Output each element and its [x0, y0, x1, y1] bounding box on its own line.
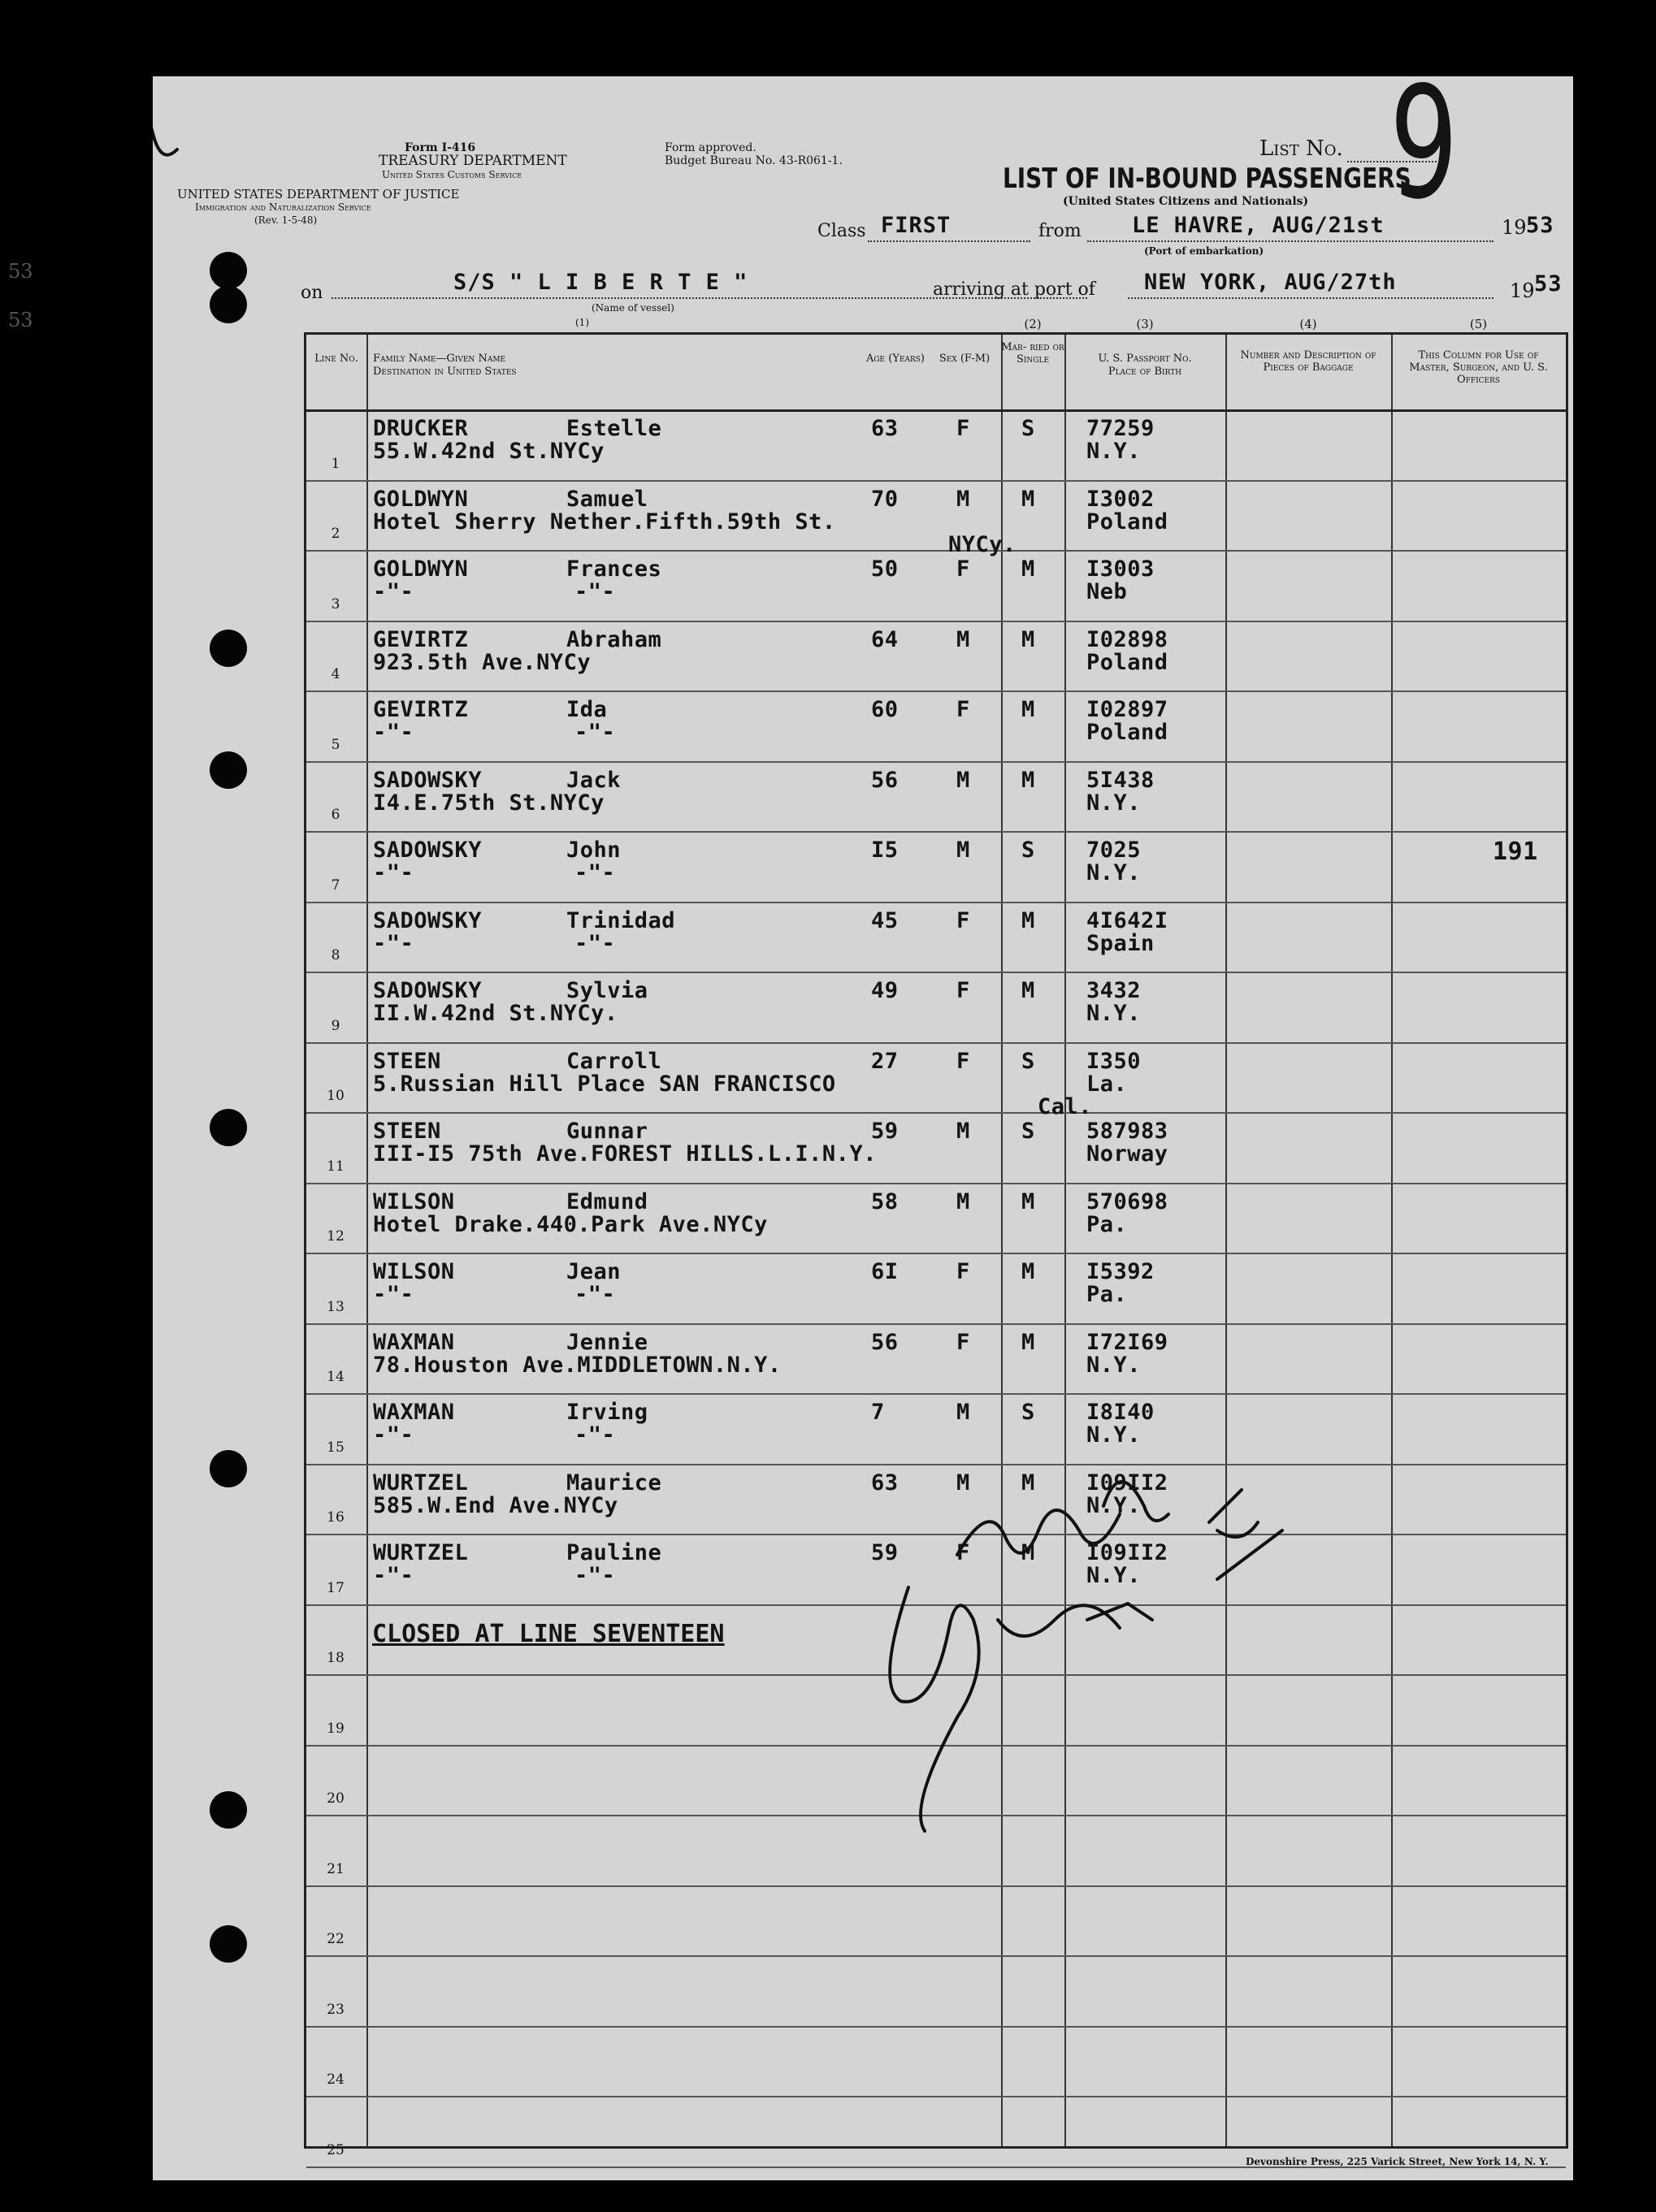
- marital-status: M: [1021, 1259, 1035, 1284]
- destination: -"-: [373, 1282, 414, 1307]
- family-name: GOLDWYN: [373, 486, 469, 512]
- family-name: DRUCKER: [373, 416, 469, 441]
- year-prefix-2: 19: [1510, 279, 1535, 302]
- passport-number: 77259: [1086, 416, 1155, 441]
- sex: M: [956, 838, 970, 863]
- marital-status: S: [1021, 838, 1035, 863]
- given-name: Irving: [566, 1400, 648, 1425]
- port-of-embarkation-note: (Port of embarkation): [1144, 245, 1264, 257]
- sex: F: [956, 1259, 970, 1284]
- destination: -"-: [373, 1422, 414, 1448]
- age: 70: [871, 486, 899, 512]
- header-sex: Sex (F-M): [939, 353, 991, 365]
- line-number: 12: [327, 1228, 345, 1245]
- birthplace: Poland: [1086, 509, 1168, 535]
- passport-number: I02897: [1086, 697, 1168, 722]
- binder-hole: [210, 286, 247, 323]
- given-name-ditto: -"-: [574, 1563, 616, 1588]
- sex: F: [956, 556, 970, 582]
- line-number: 7: [331, 877, 340, 894]
- binder-hole: [210, 252, 247, 289]
- marital-status: M: [1021, 1540, 1035, 1565]
- birthplace: N.Y.: [1086, 860, 1142, 885]
- form-approved: Form approved.: [665, 141, 756, 154]
- header-name: Family Name—Given Name: [373, 353, 506, 365]
- embarkation-value: LE HAVRE, AUG/21st: [1132, 213, 1385, 238]
- given-name: Jack: [566, 767, 622, 793]
- given-name: Gunnar: [566, 1119, 648, 1144]
- destination: Hotel Sherry Nether.Fifth.59th St.: [373, 509, 836, 535]
- age: 50: [871, 556, 899, 582]
- marital-status: M: [1021, 767, 1035, 793]
- family-name: SADOWSKY: [373, 907, 483, 933]
- given-name-ditto: -"-: [574, 1422, 616, 1448]
- line-number: 14: [327, 1369, 345, 1385]
- passport-number: 587983: [1086, 1119, 1168, 1144]
- line-number: 18: [327, 1650, 345, 1666]
- line-number: 1: [331, 455, 340, 472]
- passport-number: I09II2: [1086, 1540, 1168, 1565]
- column-number-4: (4): [1299, 317, 1317, 331]
- destination-continued: NYCy.: [948, 531, 1017, 557]
- sex: F: [956, 1048, 970, 1074]
- age: 56: [871, 1329, 899, 1355]
- line-number: 11: [327, 1158, 345, 1175]
- age: 45: [871, 907, 899, 933]
- sex: M: [956, 1188, 970, 1214]
- family-name: GEVIRTZ: [373, 697, 469, 722]
- class-value: FIRST: [881, 213, 952, 238]
- family-name: GEVIRTZ: [373, 626, 469, 652]
- given-name-ditto: -"-: [574, 930, 616, 956]
- given-name-ditto: -"-: [574, 720, 616, 745]
- line-number: 10: [327, 1088, 345, 1104]
- age: 63: [871, 416, 899, 441]
- destination: III-I5 75th Ave.FOREST HILLS.L.I.N.Y.: [373, 1141, 877, 1167]
- customs-service: United States Customs Service: [382, 169, 522, 180]
- binder-hole: [210, 630, 247, 667]
- vessel-name: S/S " L I B E R T E ": [453, 270, 748, 295]
- passport-number: I350: [1086, 1048, 1142, 1074]
- birthplace: Spain: [1086, 930, 1155, 956]
- revision-date: (Rev. 1-5-48): [254, 214, 318, 226]
- age: 58: [871, 1188, 899, 1214]
- from-label: from: [1038, 221, 1082, 241]
- line-number: 19: [327, 1720, 345, 1737]
- binder-hole: [210, 751, 247, 789]
- destination: -"-: [373, 1563, 414, 1588]
- sex: M: [956, 486, 970, 512]
- line-number: 9: [331, 1017, 340, 1034]
- given-name-ditto: -"-: [574, 1282, 616, 1307]
- passport-number: 570698: [1086, 1188, 1168, 1214]
- marital-status: S: [1021, 1048, 1035, 1074]
- age: 63: [871, 1470, 899, 1496]
- printer-footer: Devonshire Press, 225 Varick Street, New York 14, N. Y.: [1246, 2156, 1549, 2167]
- destination: -"-: [373, 579, 414, 604]
- line-number: 2: [331, 526, 340, 542]
- line-number: 15: [327, 1439, 345, 1456]
- sex: M: [956, 767, 970, 793]
- binder-hole: [210, 1450, 247, 1487]
- marital-status: M: [1021, 556, 1035, 582]
- given-name: Frances: [566, 556, 662, 582]
- sex: M: [956, 1470, 970, 1496]
- destination-continued: Cal.: [1038, 1093, 1093, 1119]
- marital-status: M: [1021, 486, 1035, 512]
- birthplace: La.: [1086, 1071, 1128, 1097]
- family-name: SADOWSKY: [373, 767, 483, 793]
- margin-mark: 53: [8, 309, 33, 331]
- family-name: STEEN: [373, 1048, 441, 1074]
- line-number: 8: [331, 947, 340, 963]
- passport-number: 7025: [1086, 838, 1142, 863]
- given-name: Jennie: [566, 1329, 648, 1355]
- destination: 5.Russian Hill Place SAN FRANCISCO: [373, 1071, 836, 1097]
- year-value-1: 53: [1526, 213, 1554, 238]
- sex: F: [956, 416, 970, 441]
- officer-note: 191: [1493, 838, 1538, 866]
- given-name: Estelle: [566, 416, 662, 441]
- immigration-service: Immigration and Naturalization Service: [195, 201, 371, 213]
- header-line-no: Line No.: [314, 353, 358, 365]
- family-name: WILSON: [373, 1259, 455, 1284]
- passport-number: I3002: [1086, 486, 1155, 512]
- passport-number: I02898: [1086, 626, 1168, 652]
- line-number: 16: [327, 1509, 345, 1526]
- treasury-department: TREASURY DEPARTMENT: [379, 153, 567, 169]
- sex: M: [956, 1400, 970, 1425]
- destination: 78.Houston Ave.MIDDLETOWN.N.Y.: [373, 1352, 782, 1378]
- given-name: Abraham: [566, 626, 662, 652]
- passport-number: 4I642I: [1086, 907, 1168, 933]
- sex: F: [956, 1540, 970, 1565]
- page-subtitle: (United States Citizens and Nationals): [1063, 195, 1309, 208]
- arrival-value: NEW YORK, AUG/27th: [1144, 270, 1397, 295]
- birthplace: Pa.: [1086, 1282, 1128, 1307]
- sex: F: [956, 907, 970, 933]
- line-number: 22: [327, 1931, 345, 1947]
- on-label: on: [301, 283, 323, 303]
- destination: Hotel Drake.440.Park Ave.NYCy: [373, 1211, 768, 1237]
- age: 59: [871, 1540, 899, 1565]
- passport-number: 5I438: [1086, 767, 1155, 793]
- list-number-label: List No.: [1259, 136, 1343, 161]
- destination: -"-: [373, 930, 414, 956]
- department-of-justice: UNITED STATES DEPARTMENT OF JUSTICE: [177, 187, 460, 201]
- arriving-label: arriving at port of: [933, 279, 1095, 300]
- given-name: Trinidad: [566, 907, 676, 933]
- budget-bureau: Budget Bureau No. 43-R061-1.: [665, 154, 843, 167]
- passport-number: I8I40: [1086, 1400, 1155, 1425]
- column-number-2: (2): [1024, 317, 1042, 331]
- birthplace: N.Y.: [1086, 1563, 1142, 1588]
- birthplace: Neb: [1086, 579, 1128, 604]
- family-name: GOLDWYN: [373, 556, 469, 582]
- closing-statement: CLOSED AT LINE SEVENTEEN: [372, 1620, 725, 1648]
- passport-number: 3432: [1086, 978, 1142, 1003]
- sex: F: [956, 978, 970, 1003]
- destination: II.W.42nd St.NYCy.: [373, 1001, 618, 1026]
- marital-status: M: [1021, 1188, 1035, 1214]
- marital-status: M: [1021, 978, 1035, 1003]
- page-title: LIST OF IN-BOUND PASSENGERS: [1003, 162, 1411, 195]
- marital-status: M: [1021, 1470, 1035, 1496]
- header-passport: U. S. Passport No.: [1098, 353, 1192, 365]
- year-value-2: 53: [1534, 271, 1563, 297]
- class-label: Class: [817, 221, 866, 241]
- birthplace: Norway: [1086, 1141, 1168, 1167]
- line-number: 5: [331, 736, 340, 753]
- sex: M: [956, 1119, 970, 1144]
- marital-status: S: [1021, 1400, 1035, 1425]
- line-number: 20: [327, 1790, 345, 1807]
- age: 49: [871, 978, 899, 1003]
- birthplace: N.Y.: [1086, 1001, 1142, 1026]
- marital-status: M: [1021, 1329, 1035, 1355]
- year-prefix-1: 19: [1502, 216, 1527, 239]
- birthplace: Poland: [1086, 649, 1168, 675]
- given-name-ditto: -"-: [574, 579, 616, 604]
- header-age: Age (Years): [865, 353, 926, 365]
- header-birth: Place of Birth: [1108, 366, 1182, 378]
- given-name: Maurice: [566, 1470, 662, 1496]
- line-number: 24: [327, 2071, 345, 2088]
- family-name: WILSON: [373, 1188, 455, 1214]
- age: 64: [871, 626, 899, 652]
- given-name: Jean: [566, 1259, 622, 1284]
- marital-status: M: [1021, 626, 1035, 652]
- given-name: Samuel: [566, 486, 648, 512]
- family-name: SADOWSKY: [373, 978, 483, 1003]
- line-number: 21: [327, 1860, 345, 1877]
- family-name: WAXMAN: [373, 1400, 455, 1425]
- column-number-3: (3): [1136, 317, 1154, 331]
- passport-number: I72I69: [1086, 1329, 1168, 1355]
- header-baggage: Number and Description of Pieces of Baggage: [1240, 349, 1376, 374]
- binder-hole: [210, 1109, 247, 1146]
- destination: 923.5th Ave.NYCy: [373, 649, 592, 675]
- marital-status: S: [1021, 416, 1035, 441]
- age: 7: [871, 1400, 885, 1425]
- column-number-1-top: (1): [575, 317, 589, 328]
- birthplace: Pa.: [1086, 1211, 1128, 1237]
- line-number: 13: [327, 1298, 345, 1315]
- age: 59: [871, 1119, 899, 1144]
- destination: 55.W.42nd St.NYCy: [373, 439, 605, 464]
- family-name: STEEN: [373, 1119, 441, 1144]
- given-name-ditto: -"-: [574, 860, 616, 885]
- line-number: 23: [327, 2001, 345, 2018]
- birthplace: N.Y.: [1086, 439, 1142, 464]
- column-number-5: (5): [1469, 317, 1488, 331]
- binder-hole: [210, 1791, 247, 1829]
- age: 6I: [871, 1259, 899, 1284]
- sex: F: [956, 1329, 970, 1355]
- marital-status: M: [1021, 697, 1035, 722]
- family-name: SADOWSKY: [373, 838, 483, 863]
- line-number: 4: [331, 666, 340, 682]
- manifest-sheet: [8, 54, 1573, 2180]
- given-name: Ida: [566, 697, 608, 722]
- marital-status: S: [1021, 1119, 1035, 1144]
- line-number: 25: [327, 2141, 345, 2158]
- header-officers: This Column for Use of Master, Surgeon, and U. S. Officers: [1409, 349, 1548, 386]
- passport-number: I5392: [1086, 1259, 1155, 1284]
- list-number: 9: [1389, 54, 1459, 233]
- birthplace: N.Y.: [1086, 1492, 1142, 1518]
- age: 60: [871, 697, 899, 722]
- birthplace: N.Y.: [1086, 790, 1142, 816]
- vessel-note: (Name of vessel): [592, 302, 674, 314]
- birthplace: N.Y.: [1086, 1352, 1142, 1378]
- marital-status: M: [1021, 907, 1035, 933]
- form-number: Form I-416: [405, 141, 476, 154]
- line-number: 3: [331, 595, 340, 613]
- line-number: 17: [327, 1579, 345, 1596]
- destination: -"-: [373, 860, 414, 885]
- given-name: John: [566, 838, 622, 863]
- given-name: Pauline: [566, 1540, 662, 1565]
- family-name: WURTZEL: [373, 1540, 469, 1565]
- family-name: WAXMAN: [373, 1329, 455, 1355]
- line-number: 6: [331, 807, 340, 823]
- binder-hole: [210, 1925, 247, 1963]
- family-name: WURTZEL: [373, 1470, 469, 1496]
- destination: -"-: [373, 720, 414, 745]
- sex: F: [956, 697, 970, 722]
- margin-mark: 53: [8, 260, 33, 283]
- birthplace: N.Y.: [1086, 1422, 1142, 1448]
- header-destination: Destination in United States: [373, 366, 517, 378]
- given-name: Sylvia: [566, 978, 648, 1003]
- birthplace: Poland: [1086, 720, 1168, 745]
- given-name: Carroll: [566, 1048, 662, 1074]
- sex: M: [956, 626, 970, 652]
- age: 56: [871, 767, 899, 793]
- age: I5: [871, 838, 899, 863]
- signature-ink: [153, 76, 1573, 2180]
- header-married: Mar- ried or Single: [1001, 341, 1064, 366]
- destination: I4.E.75th St.NYCy: [373, 790, 605, 816]
- age: 27: [871, 1048, 899, 1074]
- destination: 585.W.End Ave.NYCy: [373, 1492, 618, 1518]
- passport-number: I09II2: [1086, 1470, 1168, 1496]
- passport-number: I3003: [1086, 556, 1155, 582]
- given-name: Edmund: [566, 1188, 648, 1214]
